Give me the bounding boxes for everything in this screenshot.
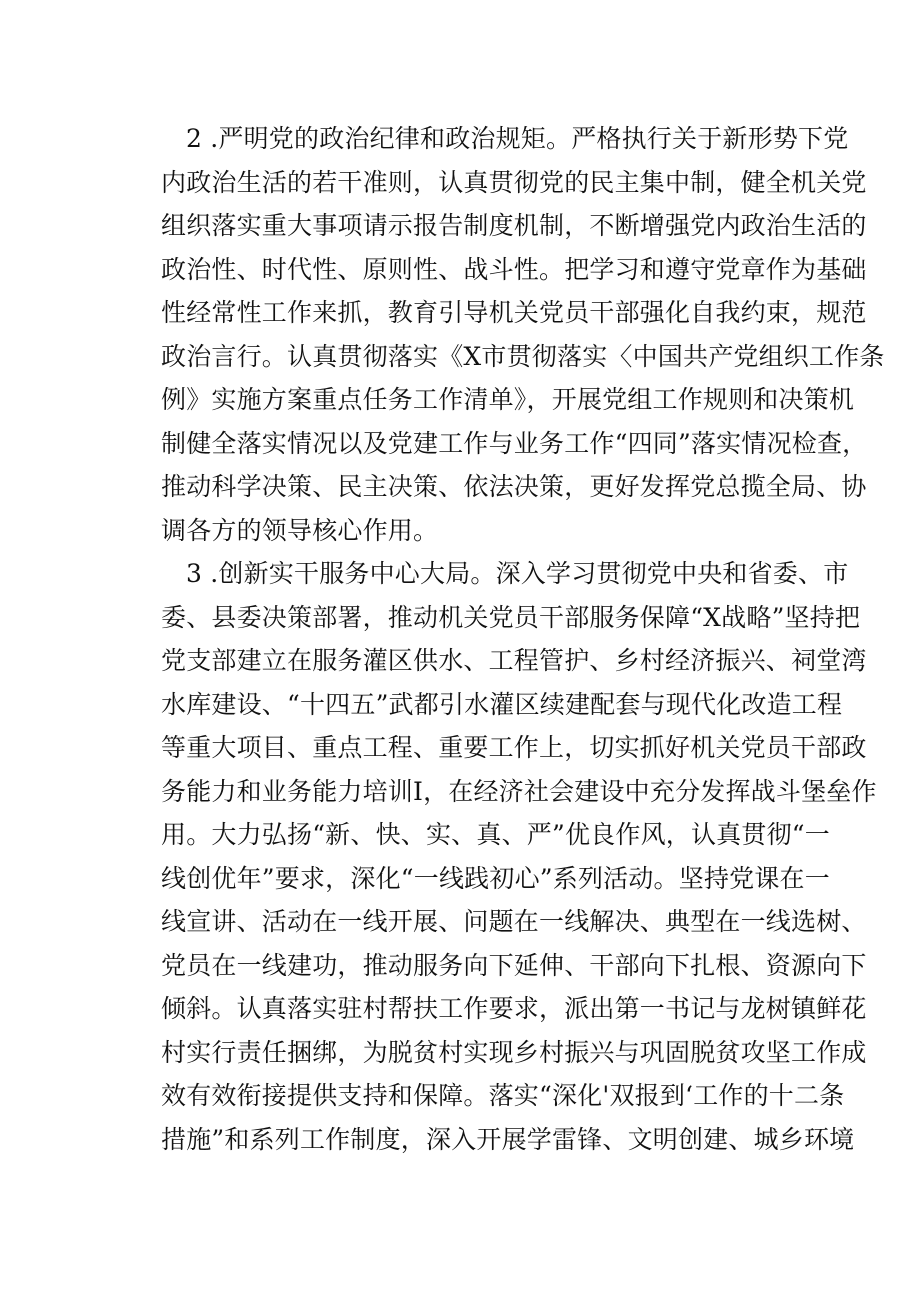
text-line: 政治性、时代性、原则性、战斗性。把学习和遵守党章作为基础 bbox=[161, 254, 867, 284]
text-line: 线创优年”要求，深化“一线践初心”系列活动。坚持党课在一 bbox=[161, 863, 830, 893]
text-line: 制健全落实情况以及党建工作与业务工作“四同”落实情况检查， bbox=[161, 428, 868, 458]
text-line: 线宣讲、活动在一线开展、问题在一线解决、典型在一线选树、 bbox=[161, 907, 867, 936]
text-line: 村实行责任捆绑，为脱贫村实现乡村振兴与巩固脱贫攻坚工作成 bbox=[161, 1037, 867, 1067]
text-line: 委、县委决策部署，推动机关党员干部服务保障“X战略”坚持把 bbox=[161, 602, 861, 632]
paragraph-2 bbox=[161, 117, 885, 552]
text-line: 2 .严明党的政治纪律和政治规矩。严格执行关于新形势下党 bbox=[186, 124, 849, 153]
text-line: 例》实施方案重点任务工作清单》，开展党组工作规则和决策机 bbox=[161, 385, 855, 414]
paragraph-3 bbox=[161, 552, 877, 1161]
text-line: 党员在一线建功，推动服务向下延伸、干部向下扎根、资源向下 bbox=[161, 950, 867, 980]
text-line: 用。大力弘扬“新、快、实、真、严”优良作风，认真贯彻“一 bbox=[161, 820, 830, 849]
document-body bbox=[161, 117, 885, 1161]
text-line: 组织落实重大事项请示报告制度机制，不断增强党内政治生活的 bbox=[161, 211, 867, 240]
text-line: 效有效衔接提供支持和保障。落实“深化'双报到‘工作的十二条 bbox=[161, 1081, 845, 1110]
text-line: 政治言行。认真贯彻落实《X市贯彻落实〈中国共产党组织工作条 bbox=[161, 341, 885, 371]
text-line: 措施”和系列工作制度，深入开展学雷锋、文明创建、城乡环境 bbox=[161, 1124, 855, 1154]
text-line: 内政治生活的若干准则，认真贯彻党的民主集中制，健全机关党 bbox=[161, 167, 867, 197]
text-line: 等重大项目、重点工程、重要工作上，切实抓好机关党员干部政 bbox=[161, 733, 867, 762]
text-line: 推动科学决策、民主决策、依法决策，更好发挥党总揽全局、协 bbox=[161, 472, 867, 501]
text-line: 3 .创新实干服务中心大局。深入学习贯彻党中央和省委、市 bbox=[186, 559, 849, 588]
text-line: 倾斜。认真落实驻村帮扶工作要求，派出第一书记与龙树镇鲜花 bbox=[161, 994, 867, 1023]
text-line: 水库建设、“十四五”武都引水灌区续建配套与现代化改造工程 bbox=[161, 689, 843, 719]
text-line: 党支部建立在服务灌区供水、工程管护、乡村经济振兴、祠堂湾 bbox=[161, 646, 867, 675]
text-line: 调各方的领导核心作用。 bbox=[161, 515, 439, 545]
text-line: 性经常性工作来抓，教育引导机关党员干部强化自我约束，规范 bbox=[161, 298, 867, 327]
text-line: 务能力和业务能力培训I，在经济社会建设中充分发挥战斗堡垒作 bbox=[161, 776, 877, 806]
